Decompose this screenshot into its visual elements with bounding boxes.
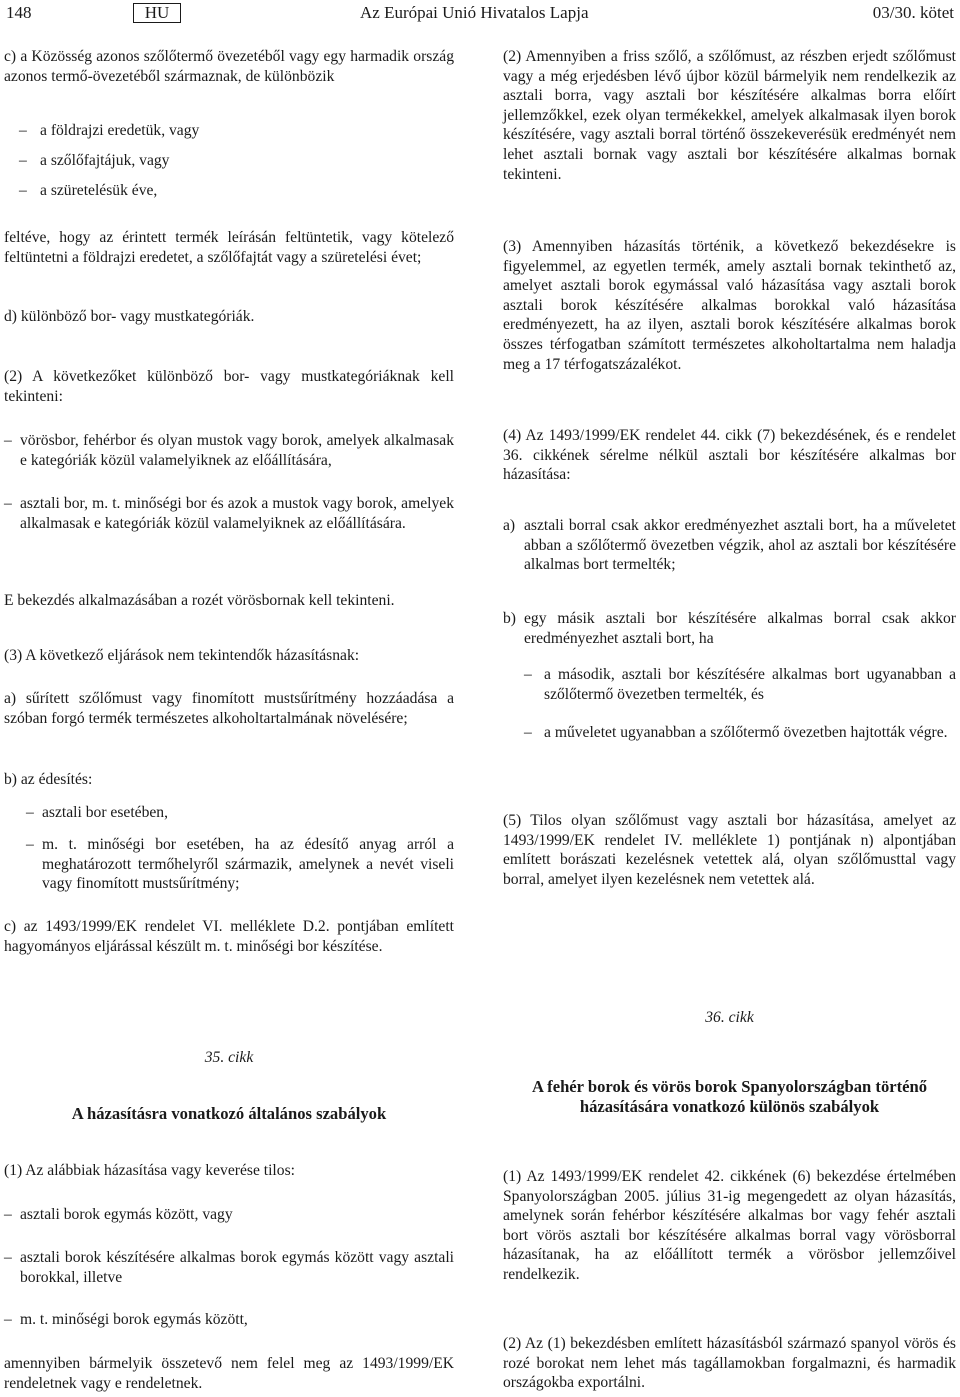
paragraph: E bekezdés alkalmazásában a rozét vörösbornak kell tekinteni. [4,592,395,609]
dash-marker: – [524,724,532,741]
volume-label: 03/30. kötet [872,3,954,22]
article-number: 36. cikk [705,1009,754,1026]
dash-marker: – [19,182,27,199]
dash-item-text: asztali borok készítésére alkalmas borok egymás között vagy asztali borokkal, illetve [20,1249,454,1286]
paragraph: b) az édesítés: [4,771,93,788]
list-item-text: egy másik asztali bor készítésére alkalmas borral csak akkor eredményezhet asztali bort, ha [524,610,956,647]
paragraph: d) különböző bor- vagy mustkategóriák. [4,308,255,325]
page-number: 148 [6,3,32,22]
language-badge: HU [133,3,181,23]
paragraph: c) az 1493/1999/EK rendelet VI. melléklete D.2. pontjában említett hagyományos eljárással készült m. t. minőségi bor készítése. [4,918,454,955]
page-header [0,0,960,34]
list-marker: a) [503,517,516,534]
dash-marker: – [4,1249,12,1266]
dash-item-text: a földrajzi eredetük, vagy [40,122,200,139]
dash-item-text: a műveletet ugyanabban a szőlőtermő övezetben hajtották végre. [544,724,948,741]
article-title: A házasításra vonatkozó általános szabályok [71,1104,387,1123]
paragraph: feltéve, hogy az érintett termék leírásán feltüntetik, vagy kötelező feltüntetni a földrajzi eredetet, a szőlőfajtát vagy a szüretelési évet; [4,229,454,266]
dash-marker: – [4,432,12,449]
dash-item-text: asztali bor esetében, [42,804,168,821]
dash-marker: – [524,666,532,683]
list-marker: b) [503,610,516,627]
paragraph: (3) Amennyiben házasítás történik, a következő bekezdésekre is figyelemmel, az egyetlen termék, amely asztali bornak tekinthető az, amelyet asztali borok egymással való házasítása vagy asztali borok asztali borok készítésére alkalmas borokkal való házasítása eredményezett, ha az ilyen, asztali borok készítésére alkalmas borok összes térfogatban számított természetes alkoholtartalma nem haladja meg a 17 térfogatszázalékot. [503,238,956,373]
paragraph: (3) A következő eljárások nem tekintendők házasításnak: [4,647,360,664]
dash-marker: – [4,495,12,512]
dash-item-text: m. t. minőségi bor esetében, ha az édesítő anyag arról a meghatározott termőhelyről származik, amelynek a nevét viseli vagy finomított mustsűrítmény; [42,836,454,893]
paragraph: (5) Tilos olyan szőlőmust vagy asztali bor házasítása, amelyet az 1493/1999/EK rendelet IV. melléklete 1) pontjának n) alpontjában említett borászati kezelésnek vetettek alá, olyan szőlőmusttal vagy borral, amelyet ilyen kezelésnek nem vetettek alá. [503,812,956,888]
list-item-text: asztali borral csak akkor eredményezhet asztali bort, ha a műveletet abban a szőlőtermő övezetben végzik, ahol az asztali bor készítésére alkalmas bort termelték; [524,517,956,574]
article-number: 35. cikk [204,1049,254,1066]
dash-marker: – [4,1311,12,1328]
dash-marker: – [19,122,27,139]
paragraph: a) sűrített szőlőmust vagy finomított mustsűrítmény hozzáadása a szóban forgó termék természetes alkoholtartalmának növelésére; [4,690,454,727]
dash-item-text: vörösbor, fehérbor és olyan mustok vagy borok, amelyek alkalmasak e kategóriák közül valamelyiknek az előállítására, [20,432,454,469]
dash-item-text: a szüretelésük éve, [40,182,158,199]
paragraph: (2) Amennyiben a friss szőlő, a szőlőmust, az részben erjedt szőlőmust vagy a még erjedésben lévő újbor közül bármelyik nem rendelkezik az asztali borra, vagy asztali bor készítésére alkalmas borra előírt jellemzőkkel, ezek olyan termékekkel, amelyek alkalmasak ilyen borok készítésére, vagy asztali borral történő összekeverésük eredményét nem lehet asztali bornak vagy asztali bor készítésére alkalmas bornak tekinteni. [503,48,956,183]
dash-marker: – [26,804,34,821]
dash-item-text: m. t. minőségi borok egymás között, [20,1311,248,1328]
article-title: A fehér borok és vörös borok Spanyolországban történő házasítására vonatkozó különös szabályok [531,1077,928,1116]
journal-title: Az Európai Unió Hivatalos Lapja [360,3,589,22]
dash-marker: – [4,1206,12,1223]
paragraph: amennyiben bármelyik összetevő nem felel meg az 1493/1999/EK rendeletnek vagy e rendeletnek. [4,1355,454,1392]
paragraph: (2) Az (1) bekezdésben említett házasításból származó spanyol vörös és rozé borokat nem lehet más tagállamokban forgalmazni, és harmadik országokba exportálni. [503,1335,956,1392]
dash-item-text: asztali bor, m. t. minőségi bor és azok a mustok vagy borok, amelyek alkalmasak e kategóriák közül valamelyiknek az előállítására. [20,495,454,532]
paragraph: c) a Közösség azonos szőlőtermő övezetéből vagy egy harmadik ország azonos termő-övezetéből származnak, de különbözik [4,48,454,85]
paragraph: (1) Az alábbiak házasítása vagy keverése tilos: [4,1162,295,1179]
dash-item-text: a második, asztali bor készítésére alkalmas bort ugyanabban a szőlőtermő övezetben termelték, és [544,666,956,703]
dash-item-text: asztali borok egymás között, vagy [20,1206,233,1223]
dash-marker: – [26,836,34,853]
paragraph: (1) Az 1493/1999/EK rendelet 42. cikkének (6) bekezdése értelmében Spanyolországban 2005. július 31-ig megengedett az olyan házasítás, amelynek során fehérbor készítésére alkalmas bor vagy fehér asztali bort vörös asztali bor készítésére alkalmas borral vagy vörösborral házasítanak, ha az előállított termék a vörösbor jellemzőivel rendelkezik. [503,1168,956,1283]
dash-item-text: a szőlőfajtájuk, vagy [40,152,170,169]
dash-marker: – [19,152,27,169]
paragraph: (2) A következőket különböző bor- vagy mustkategóriáknak kell tekinteni: [4,368,454,405]
paragraph: (4) Az 1493/1999/EK rendelet 44. cikk (7) bekezdésének, és e rendelet 36. cikkének sérelme nélkül asztali bor készítésére alkalmas bor házasítása: [503,427,956,484]
